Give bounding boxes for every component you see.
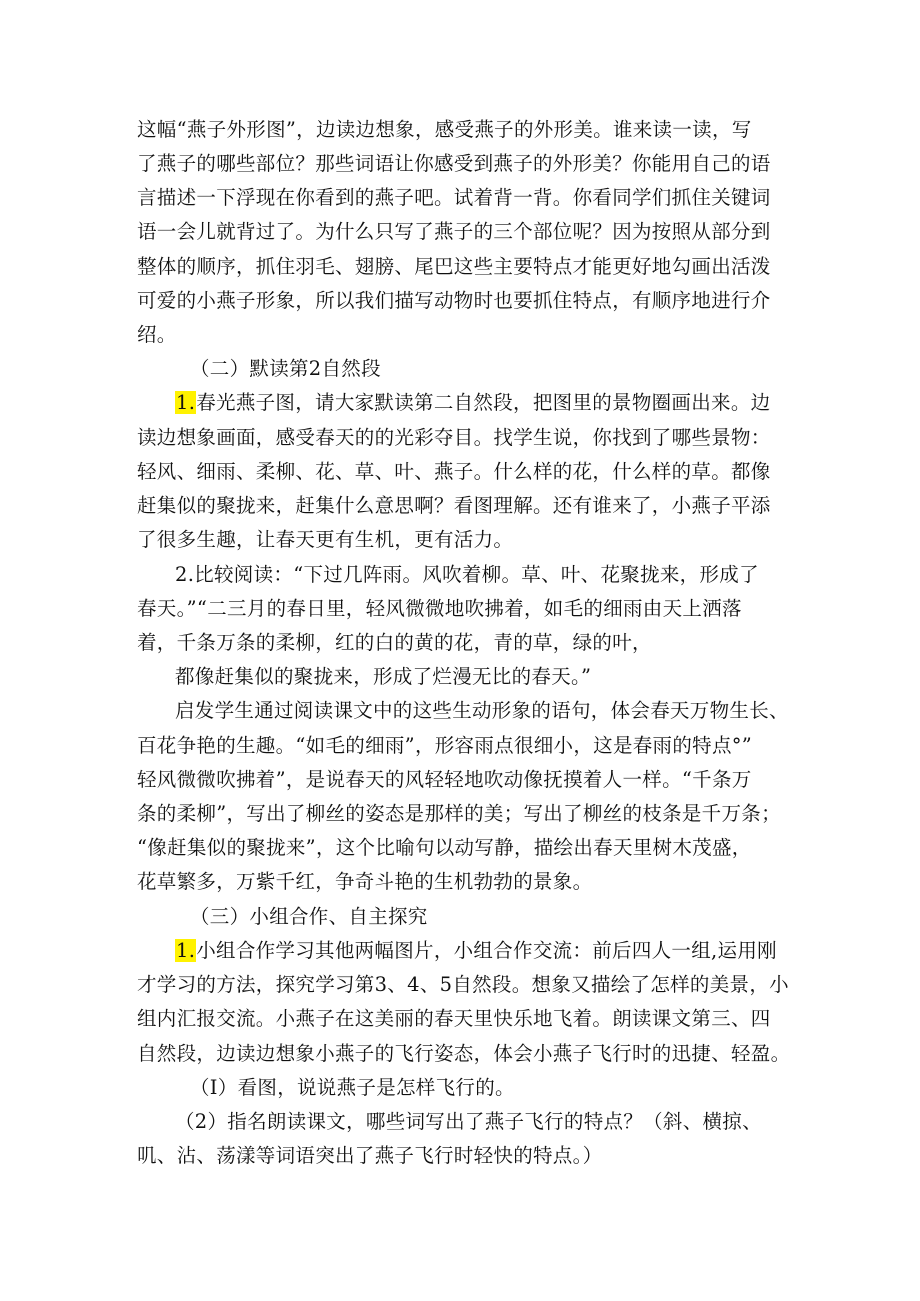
paragraph-line: 启发学生通过阅读课文中的这些生动形象的语句，体会春天万物生长、	[175, 699, 789, 722]
paragraph-line: 百花争艳的生趣。“如毛的细雨”，形容雨点很细小，这是春雨的特点°”	[137, 734, 753, 757]
highlighted-list-marker: 1.	[176, 391, 196, 414]
highlighted-list-marker: 1.	[176, 939, 196, 962]
paragraph-line: 整体的顺序，抓住羽毛、翅膀、尾巴这些主要特点才能更好地勾画出活泼	[137, 255, 771, 278]
paragraph-line: 轻风微微吹拂着”，是说春天的风轻轻地吹动像抚摸着人一样。“千条万	[137, 768, 752, 791]
paragraph-line: 叽、沾、荡漾等词语突出了燕子飞行时轻快的特点。）	[137, 1144, 603, 1167]
section-heading: （二）默读第2自然段	[190, 357, 381, 380]
paragraph-line: 言描述一下浮现在你看到的燕子吧。试着背一背。你看同学们抓住关键词	[137, 186, 771, 209]
paragraph-line: “像赶集似的聚拢来”，这个比喻句以动写静，描绘出春天里树木茂盛，	[137, 836, 752, 859]
paragraph-line: 这幅“燕子外形图”，边读边想象，感受燕子的外形美。谁来读一读，写	[137, 118, 752, 141]
paragraph-line: 条的柔柳”，写出了柳丝的姿态是那样的美；写出了柳丝的枝条是千万条；	[137, 802, 781, 825]
sub-item-line: （I）看图，说说燕子是怎样飞行的。	[190, 1076, 515, 1099]
paragraph-line: 可爱的小燕子形象，所以我们描写动物时也要抓住特点，有顺序地进行介	[137, 289, 771, 312]
paragraph-line: 才学习的方法，探究学习第3、4、5自然段。想象又描绘了怎样的美景，小	[137, 973, 789, 996]
list-item-line	[175, 389, 770, 417]
paragraph-line: 着，千条万条的柔柳，红的白的黄的花，青的草，绿的叶，	[137, 631, 652, 654]
list-item-line	[175, 937, 777, 965]
paragraph-line: 语一会儿就背过了。为什么只写了燕子的三个部位呢？因为按照从部分到	[137, 220, 771, 243]
paragraph-line: 都像赶集似的聚拢来，形成了烂漫无比的春天。”	[175, 665, 592, 688]
paragraph-line: 春天。”“二三月的春日里，轻风微微地吹拂着，如毛的细雨由天上洒落	[137, 597, 742, 620]
paragraph-line: 了很多生趣，让春天更有生机，更有活力。	[137, 528, 514, 551]
paragraph-line: 绍。	[137, 323, 177, 346]
list-item-line: 2.比较阅读：“下过几阵雨。风吹着柳。草、叶、花聚拢来，形成了	[175, 563, 759, 586]
paragraph-line: 花草繁多，万紫千红，争奇斗艳的生机勃勃的景象。	[137, 870, 593, 893]
list-item-text: 小组合作学习其他两幅图片，小组合作交流：前后四人一组,运用刚	[196, 939, 777, 962]
paragraph-line: 了燕子的哪些部位？那些词语让你感受到燕子的外形美？你能用自己的语	[137, 152, 771, 175]
paragraph-line: 读边想象画面，感受春天的的光彩夺目。找学生说，你找到了哪些景物：	[137, 426, 771, 449]
list-item-text: 春光燕子图，请大家默读第二自然段，把图里的景物圈画出来。边	[196, 391, 771, 414]
paragraph-line: 自然段，边读边想象小燕子的飞行姿态，体会小燕子飞行时的迅捷、轻盈。	[137, 1042, 791, 1065]
paragraph-line: 组内汇报交流。小燕子在这美丽的春天里快乐地飞着。朗读课文第三、四	[137, 1007, 771, 1030]
section-heading: （三）小组合作、自主探究	[190, 905, 428, 928]
paragraph-line: 赶集似的聚拢来，赶集什么意思啊？看图理解。还有谁来了，小燕子平添	[137, 494, 771, 517]
sub-item-line: （2）指名朗读课文，哪些词写出了燕子飞行的特点？（斜、横掠、	[175, 1110, 762, 1133]
paragraph-line: 轻风、细雨、柔柳、花、草、叶、燕子。什么样的花，什么样的草。都像	[137, 460, 771, 483]
